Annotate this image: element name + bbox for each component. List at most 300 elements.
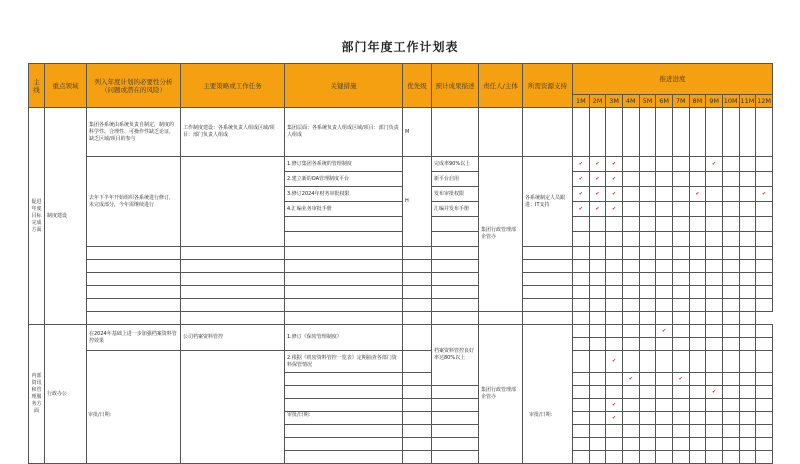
month-cell	[722, 373, 739, 386]
focus-cell: 制度建设	[45, 108, 87, 325]
month-cell	[622, 157, 639, 172]
month-cell	[739, 260, 756, 273]
month-cell	[622, 312, 639, 325]
month-cell	[689, 438, 706, 451]
strategy-cell: 公司档案资料管控	[181, 325, 285, 351]
table-cell	[432, 217, 479, 232]
month-cell	[689, 232, 706, 247]
table-cell	[432, 386, 479, 399]
strategy-cell	[181, 157, 285, 247]
month-cell	[722, 338, 739, 351]
month-cell	[639, 386, 656, 399]
month-cell	[722, 412, 739, 425]
month-cell	[639, 399, 656, 412]
month-cell	[622, 172, 639, 187]
support-cell	[523, 325, 573, 464]
header-result: 预计成果描述	[432, 64, 479, 108]
month-cell	[739, 299, 756, 312]
header-month: 6M	[656, 95, 673, 108]
month-cell	[639, 425, 656, 438]
month-cell	[589, 325, 606, 338]
table-cell	[403, 299, 432, 312]
table-cell	[285, 425, 403, 438]
table-cell	[432, 399, 479, 412]
check-mark-icon: ✔	[589, 172, 606, 187]
check-mark-icon: ✔	[573, 172, 590, 187]
month-cell	[573, 425, 590, 438]
month-cell	[656, 172, 673, 187]
table-cell	[432, 312, 479, 325]
month-cell	[622, 451, 639, 464]
month-cell	[606, 247, 623, 260]
month-cell	[656, 412, 673, 425]
month-cell	[672, 217, 689, 232]
month-cell	[672, 412, 689, 425]
month-cell	[672, 286, 689, 299]
month-cell	[706, 412, 723, 425]
month-cell	[656, 399, 673, 412]
month-cell	[656, 286, 673, 299]
month-cell	[722, 351, 739, 373]
table-row	[29, 273, 773, 286]
focus-cell: 行政办公	[45, 325, 87, 464]
table-row	[29, 299, 773, 312]
month-cell	[672, 260, 689, 273]
table-cell	[523, 260, 573, 273]
plan-cell	[87, 351, 181, 464]
header-support: 所需资源支持	[523, 64, 573, 108]
month-cell	[672, 386, 689, 399]
month-cell	[756, 325, 773, 338]
month-cell	[639, 351, 656, 373]
month-cell	[573, 108, 590, 157]
work-plan-table	[28, 63, 773, 464]
table-cell	[432, 273, 479, 286]
month-cell	[689, 247, 706, 260]
table-cell	[523, 108, 573, 157]
month-cell	[739, 286, 756, 299]
month-cell	[622, 386, 639, 399]
table-cell	[403, 386, 432, 399]
month-cell	[622, 299, 639, 312]
owner-cell: 集团行政管理部企管办	[479, 157, 523, 312]
month-cell	[739, 187, 756, 202]
month-cell	[706, 373, 723, 386]
table-cell	[285, 299, 403, 312]
table-cell	[181, 273, 285, 286]
header-progress: 推进进度	[573, 64, 773, 95]
plan-cell: 在2024年基础上进一步加强档案资料管控效果	[87, 325, 181, 351]
table-cell	[181, 286, 285, 299]
month-cell	[706, 312, 723, 325]
month-cell	[689, 325, 706, 338]
month-cell	[706, 273, 723, 286]
table-cell	[285, 273, 403, 286]
main-line-cell: 内部资讯和管理服务方面	[29, 325, 45, 464]
month-cell	[756, 260, 773, 273]
month-cell	[589, 451, 606, 464]
check-mark-icon: ✔	[689, 187, 706, 202]
table-row	[29, 108, 773, 157]
month-cell	[573, 338, 590, 351]
month-cell	[672, 325, 689, 338]
table-cell	[285, 373, 403, 386]
table-cell	[403, 412, 432, 425]
month-cell	[606, 232, 623, 247]
check-mark-icon: ✔	[622, 373, 639, 386]
month-cell	[622, 232, 639, 247]
month-cell	[639, 451, 656, 464]
table-row	[29, 286, 773, 299]
month-cell	[589, 351, 606, 373]
month-cell	[622, 187, 639, 202]
month-cell	[639, 187, 656, 202]
month-cell	[622, 351, 639, 373]
month-cell	[706, 438, 723, 451]
result-cell: 新平台启用	[432, 172, 479, 187]
check-mark-icon: ✔	[656, 325, 673, 338]
owner-cell: 集团行政管理部企管办	[479, 325, 523, 464]
table-cell	[181, 260, 285, 273]
month-cell	[606, 438, 623, 451]
month-cell	[573, 438, 590, 451]
month-cell	[573, 217, 590, 232]
table-cell	[181, 247, 285, 260]
month-cell	[656, 425, 673, 438]
month-cell	[589, 438, 606, 451]
measure-cell: 4.汇编业务审批手册	[285, 202, 403, 217]
table-cell	[285, 247, 403, 260]
header-month: 8M	[689, 95, 706, 108]
table-cell	[523, 247, 573, 260]
month-cell	[573, 273, 590, 286]
header-month: 2M	[589, 95, 606, 108]
month-cell	[739, 425, 756, 438]
month-cell	[722, 187, 739, 202]
month-cell	[639, 312, 656, 325]
table-cell	[285, 438, 403, 451]
month-cell	[756, 373, 773, 386]
month-cell	[672, 273, 689, 286]
month-cell	[606, 260, 623, 273]
month-cell	[739, 232, 756, 247]
header-owner: 责任人/主体	[479, 64, 523, 108]
month-cell	[622, 247, 639, 260]
check-mark-icon: ✔	[589, 187, 606, 202]
header-priority: 优先级	[403, 64, 432, 108]
month-cell	[672, 338, 689, 351]
month-cell	[706, 399, 723, 412]
month-cell	[756, 273, 773, 286]
month-cell	[756, 451, 773, 464]
month-cell	[739, 386, 756, 399]
month-cell	[672, 425, 689, 438]
month-cell	[722, 202, 739, 217]
month-cell	[722, 108, 739, 157]
table-cell	[432, 108, 479, 157]
month-cell	[656, 232, 673, 247]
month-cell	[622, 108, 639, 157]
month-cell	[639, 157, 656, 172]
priority-cell	[403, 325, 432, 351]
month-cell	[606, 217, 623, 232]
table-cell	[285, 399, 403, 412]
support-cell: 各系统制定人员跟进；IT支持	[523, 157, 573, 247]
measure-cell: 集团层面：各系统负责人组成区域/项目：部门负责人组成	[285, 108, 403, 157]
table-cell	[432, 232, 479, 247]
month-cell	[706, 299, 723, 312]
month-cell	[706, 232, 723, 247]
table-cell	[403, 451, 432, 464]
month-cell	[573, 325, 590, 338]
check-mark-icon: ✔	[573, 202, 590, 217]
check-mark-icon: ✔	[606, 399, 623, 412]
footer-sign-3: 审批/日期：	[529, 412, 556, 418]
month-cell	[689, 412, 706, 425]
month-cell	[656, 108, 673, 157]
month-cell	[706, 425, 723, 438]
table-row	[29, 325, 773, 338]
month-cell	[573, 232, 590, 247]
month-cell	[606, 338, 623, 351]
table-cell	[87, 247, 181, 260]
table-cell	[523, 286, 573, 299]
check-mark-icon: ✔	[606, 202, 623, 217]
month-cell	[622, 273, 639, 286]
table-cell	[403, 373, 432, 386]
month-cell	[672, 351, 689, 373]
header-main-line: 主线	[29, 64, 45, 108]
check-mark-icon: ✔	[606, 412, 623, 425]
month-cell	[689, 425, 706, 438]
result-cell: 完成率90%以上	[432, 157, 479, 172]
month-cell	[706, 325, 723, 338]
month-cell	[639, 325, 656, 338]
month-cell	[689, 373, 706, 386]
month-cell	[722, 438, 739, 451]
table-row	[29, 157, 773, 172]
month-cell	[589, 108, 606, 157]
month-cell	[639, 232, 656, 247]
month-cell	[589, 232, 606, 247]
header-month: 4M	[622, 95, 639, 108]
month-cell	[672, 299, 689, 312]
table-cell	[432, 260, 479, 273]
table-cell	[181, 299, 285, 312]
month-cell	[639, 412, 656, 425]
month-cell	[606, 108, 623, 157]
month-cell	[622, 260, 639, 273]
table-cell	[87, 299, 181, 312]
month-cell	[722, 451, 739, 464]
month-cell	[672, 157, 689, 172]
month-cell	[689, 273, 706, 286]
month-cell	[689, 312, 706, 325]
table-cell	[432, 451, 479, 464]
month-cell	[689, 399, 706, 412]
month-cell	[756, 172, 773, 187]
month-cell	[639, 438, 656, 451]
month-cell	[606, 386, 623, 399]
month-cell	[639, 286, 656, 299]
month-cell	[589, 299, 606, 312]
month-cell	[706, 260, 723, 273]
month-cell	[573, 399, 590, 412]
month-cell	[589, 260, 606, 273]
month-cell	[639, 299, 656, 312]
header-month: 5M	[639, 95, 656, 108]
month-cell	[739, 273, 756, 286]
month-cell	[639, 260, 656, 273]
month-cell	[573, 312, 590, 325]
month-cell	[589, 412, 606, 425]
month-cell	[739, 451, 756, 464]
month-cell	[573, 247, 590, 260]
month-cell	[722, 157, 739, 172]
table-row	[29, 260, 773, 273]
month-cell	[622, 217, 639, 232]
month-cell	[689, 260, 706, 273]
month-cell	[722, 260, 739, 273]
month-cell	[656, 351, 673, 373]
table-cell	[403, 438, 432, 451]
month-cell	[689, 338, 706, 351]
month-cell	[622, 325, 639, 338]
month-cell	[606, 273, 623, 286]
month-cell	[639, 108, 656, 157]
header-focus: 重点领域	[45, 64, 87, 108]
month-cell	[573, 260, 590, 273]
month-cell	[689, 286, 706, 299]
table-cell	[285, 286, 403, 299]
table-cell	[285, 312, 403, 325]
plan-cell: 去年下半年开始组织各系统进行修订，未完成部分，今年需继续进行	[87, 157, 181, 247]
month-cell	[722, 217, 739, 232]
header-measures: 关键措施	[285, 64, 403, 108]
table-cell	[403, 399, 432, 412]
header-month: 12M	[756, 95, 773, 108]
table-cell	[432, 412, 479, 425]
plan-cell: 集团各系统由系统负责自制定，制度的科学性、合理性、可操作性缺乏论证，缺乏区域/项目的参与	[87, 108, 181, 157]
table-cell	[403, 273, 432, 286]
result-cell: 发布审批权限	[432, 187, 479, 202]
priority-cell: H	[403, 157, 432, 247]
month-cell	[656, 338, 673, 351]
measure-cell: 1.修订《保密管理制度》	[285, 325, 403, 351]
month-cell	[722, 232, 739, 247]
month-cell	[706, 338, 723, 351]
month-cell	[589, 373, 606, 386]
table-cell	[87, 273, 181, 286]
month-cell	[756, 108, 773, 157]
strategy-cell: 工作制度建设：各系统负责人组成区域/项目：部门负责人组成	[181, 108, 285, 157]
month-cell	[689, 157, 706, 172]
priority-cell	[403, 351, 432, 373]
check-mark-icon: ✔	[706, 386, 723, 399]
month-cell	[756, 247, 773, 260]
month-cell	[639, 247, 656, 260]
month-cell	[756, 351, 773, 373]
month-cell	[739, 373, 756, 386]
month-cell	[622, 412, 639, 425]
month-cell	[739, 399, 756, 412]
table-cell	[403, 247, 432, 260]
month-cell	[573, 451, 590, 464]
main-line-cell: 促进年度目标完成方面	[29, 108, 45, 325]
table-cell	[432, 299, 479, 312]
check-mark-icon: ✔	[756, 187, 773, 202]
table-row	[29, 312, 773, 325]
strategy-cell	[181, 351, 285, 464]
table-cell	[479, 312, 523, 325]
month-cell	[756, 299, 773, 312]
month-cell	[756, 399, 773, 412]
month-cell	[706, 217, 723, 232]
footer-sign-1: 审批/日期：	[88, 412, 115, 418]
month-cell	[689, 172, 706, 187]
header-month: 1M	[573, 95, 590, 108]
month-cell	[622, 399, 639, 412]
month-cell	[672, 312, 689, 325]
header-month: 7M	[672, 95, 689, 108]
month-cell	[656, 260, 673, 273]
month-cell	[739, 247, 756, 260]
month-cell	[706, 108, 723, 157]
month-cell	[706, 187, 723, 202]
table-cell	[285, 260, 403, 273]
month-cell	[672, 451, 689, 464]
table-cell	[479, 108, 523, 157]
month-cell	[656, 386, 673, 399]
month-cell	[656, 202, 673, 217]
table-row	[29, 247, 773, 260]
month-cell	[622, 425, 639, 438]
check-mark-icon: ✔	[589, 202, 606, 217]
month-cell	[656, 187, 673, 202]
month-cell	[706, 202, 723, 217]
month-cell	[706, 351, 723, 373]
month-cell	[739, 412, 756, 425]
month-cell	[756, 286, 773, 299]
month-cell	[689, 451, 706, 464]
measure-cell: 3.修订2024年财务审批权限	[285, 187, 403, 202]
month-cell	[722, 425, 739, 438]
month-cell	[639, 202, 656, 217]
month-cell	[739, 217, 756, 232]
month-cell	[739, 438, 756, 451]
month-cell	[656, 299, 673, 312]
month-cell	[622, 438, 639, 451]
month-cell	[672, 202, 689, 217]
table-cell	[285, 232, 403, 247]
month-cell	[606, 286, 623, 299]
table-cell	[523, 273, 573, 286]
footer-sign-2: 审批/日期：	[287, 412, 314, 418]
table-row	[29, 351, 773, 373]
month-cell	[689, 386, 706, 399]
month-cell	[639, 273, 656, 286]
month-cell	[689, 217, 706, 232]
month-cell	[656, 373, 673, 386]
month-cell	[756, 202, 773, 217]
table-cell	[285, 451, 403, 464]
month-cell	[756, 386, 773, 399]
month-cell	[589, 338, 606, 351]
table-cell	[285, 217, 403, 232]
month-cell	[672, 438, 689, 451]
month-cell	[689, 351, 706, 373]
measure-cell: 2.建立新的OA管理制度平台	[285, 172, 403, 187]
